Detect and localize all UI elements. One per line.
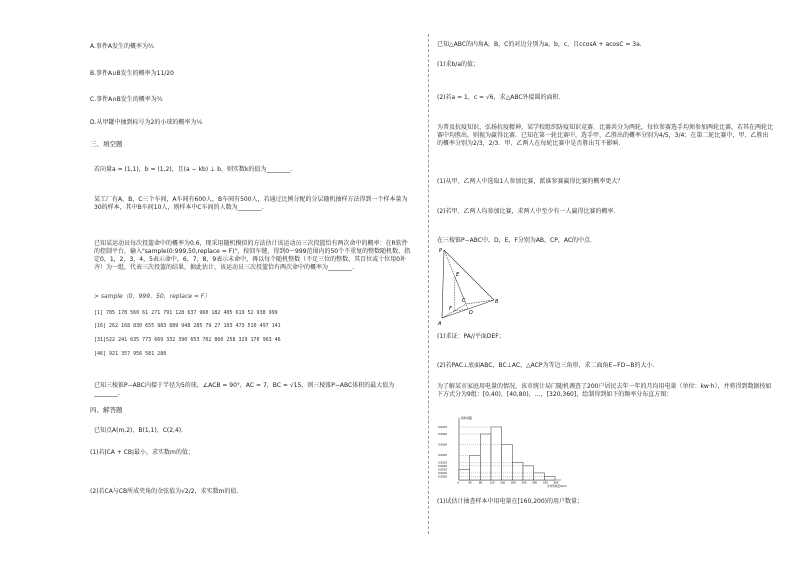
code-output-line-2: [16] 262 168 830 655 983 889 948 285 79 27 103 473 510 497 141 <box>94 323 281 329</box>
histogram-bar <box>544 476 555 480</box>
code-output-line-3: [31]522 241 635 773 669 332 390 653 702 860 258 329 170 963 46 <box>94 337 281 343</box>
histogram-x-tick-label: 320 <box>542 481 548 485</box>
histogram-y-tick-label: 0.0010 <box>438 471 448 475</box>
solution-part-2: (2)若CA与CB所成夹角的余弦值为√2/2，求实数m的值． <box>90 488 243 495</box>
histogram-x-tick-label: 160 <box>500 481 506 485</box>
option-d: D.从甲罐中抽到标号为2的小球的概率为⅕ <box>90 119 203 126</box>
histogram-y-tick-label: 0.0065 <box>438 433 448 437</box>
solution-intro: 已知点A(m,2)，B(1,1)，C(2,4)． <box>94 427 188 434</box>
code-command: > sample（0，999，50，replace = F） <box>94 293 211 300</box>
code-output-line-1: [1] 785 178 560 61 271 791 128 637 960 182 405 619 52 938 999 <box>94 310 278 316</box>
contest-part-2: (2)若甲、乙两人均参加比赛，求两人中至少有一人赢得比赛的概率． <box>437 208 620 215</box>
histogram-bar <box>480 434 491 480</box>
triangle-intro: 已知△ABC的内角A，B，C的对边分别为a，b，c，且ccosA + acosC = 3a. <box>437 41 642 48</box>
option-b: B.事件A∪B发生的概率为11/20 <box>90 70 174 77</box>
histogram-y-label: 频率/组距 <box>461 417 473 420</box>
column-divider <box>428 34 429 534</box>
histogram-bar <box>470 455 481 480</box>
pyramid-figure <box>436 246 500 328</box>
label-b: B <box>495 299 499 305</box>
histogram-y-tick-label: 0.0015 <box>438 468 448 472</box>
label-e: E <box>456 272 460 278</box>
pyramid-part-2: (2)若PAC⊥底面ABC，BC⊥AC，△ACP为等边三角形，求二面角E−FD−B的大小． <box>437 362 659 369</box>
fill-question-3: 已知某运动员每次投篮命中的概率为0.6，现采用随机模拟的方法估计该运动员三次投篮恰有两次命中的概率：在R软件的控制平台，输入"sample(0:999,50,replace = F)"，按回车键，得到0～999范围内的50个不重复的整数随机数，指定0，1，2，3，4，5表示命中，6，7，8，9表示未命中，再以每个随机整数（不足三位的整数，其百位或十位用0补齐）为一组，代表三次投篮的结果，据此估计，该运动员三次投篮恰有两次命中的概率为________. <box>94 240 411 271</box>
label-a: A <box>438 321 442 327</box>
pyramid-part-1: (1)求证：PA//平面DEF； <box>437 333 505 340</box>
histogram-y-tick-label: 0.0005 <box>438 475 448 479</box>
histogram-x-tick-label: 200 <box>510 481 516 485</box>
label-d: D <box>469 310 473 316</box>
pyramid-intro: 在三棱锥P−ABC中，D，E，F分别为AB，CP，AC的中点． <box>437 237 597 244</box>
section-fill-blank-heading: 三、填空题 <box>90 140 123 148</box>
histogram-y-tick-label: 0.0025 <box>438 461 448 465</box>
code-output-line-4: [46] 921 357 956 581 280 <box>94 351 167 357</box>
histogram-x-label: 月均用电量/kw·h <box>547 485 567 488</box>
histogram-x-tick-label: 120 <box>489 481 495 485</box>
option-c: C.事件A∩B发生的概率为⅖ <box>90 96 163 103</box>
option-a: A.事件A发生的概率为⅖ <box>90 43 154 50</box>
frequency-histogram <box>437 414 575 490</box>
histogram-bar <box>523 466 534 480</box>
edge-pb <box>444 250 494 300</box>
histogram-y-tick-label: 0.0075 <box>438 425 448 429</box>
label-p: P <box>439 248 443 254</box>
triangle-part-1: (1)求b/a的值； <box>437 61 480 68</box>
histogram-y-tick-label: 0.0035 <box>438 454 448 458</box>
contest-intro: 为普及抗疫知识、弘扬抗疫精神，某学校组织防疫知识竞赛．比赛共分为两轮，每位参赛选手均须参加两轮比赛，若其在两轮比赛中均胜出，则视为赢得比赛．已知在第一轮比赛中，选手甲、乙胜出的概率分别为4/5，3/4；在第二轮比赛中，甲、乙胜出的概率分别为2/3，2/3．甲、乙两人在每轮比赛中是否胜出互不影响． <box>437 124 774 147</box>
fill-question-4: 已知三棱锥P−ABC内接于半径为5的球，∠ACB = 90°，AC = 7，BC = √15，则三棱锥P−ABC体积的最大值为________. <box>94 382 395 397</box>
section-solution-heading: 四、解答题 <box>90 406 123 414</box>
histogram-bar <box>491 427 502 480</box>
histogram-x-tick-label: 40 <box>468 481 472 485</box>
label-c: C <box>462 298 466 304</box>
histogram-x-tick-label: 0 <box>457 481 460 485</box>
histogram-x-tick-label: 360 <box>553 481 559 485</box>
electricity-part-1: (1)试估计抽查样本中用电量在[160,200)的用户数量； <box>437 498 583 505</box>
fill-question-2: 某工厂有A，B，C三个车间，A车间有600人，B车间有500人，若通过比例分配的分层随机抽样方法得到一个样本量为30的样本，其中B车间10人，则样本中C车间的人数为________. <box>94 196 408 211</box>
histogram-bar <box>512 462 523 480</box>
histogram-bar <box>459 469 470 480</box>
segment-ef <box>454 277 455 311</box>
histogram-y-tick-label: 0.0050 <box>438 443 448 447</box>
histogram-y-tick-label: 0.0020 <box>438 464 448 468</box>
label-f: F <box>449 306 452 312</box>
fill-question-1: 若向量a = (1,1)，b = (1,2)，且(a − kb) ⊥ b，则实数k的值为________. <box>94 166 293 173</box>
contest-part-1: (1)从甲、乙两人中选取1人参加比赛，派谁参赛赢得比赛的概率更大？ <box>437 178 624 185</box>
electricity-intro: 为了解某市家庭用电量的情况，该市统计局门随机调查了200户居民去年一年的月均用电量（单位：kw·h），并将得到数据按如下方式分为9组：[0,40)，[40,80)，…，[320,360]，绘制得到如下的频率分布直方图： <box>437 383 772 398</box>
histogram-x-tick-label: 240 <box>521 481 527 485</box>
triangle-part-2: (2)若a = 1，c = √6，求△ABC外接圆的面积． <box>437 94 565 101</box>
histogram-x-tick-label: 80 <box>478 481 483 485</box>
edge-pa <box>442 250 444 318</box>
edge-cb <box>466 300 494 304</box>
histogram-x-tick-label: 280 <box>532 481 538 485</box>
solution-part-1: (1)若|CA + CB|最小，求实数m的值； <box>90 449 194 456</box>
